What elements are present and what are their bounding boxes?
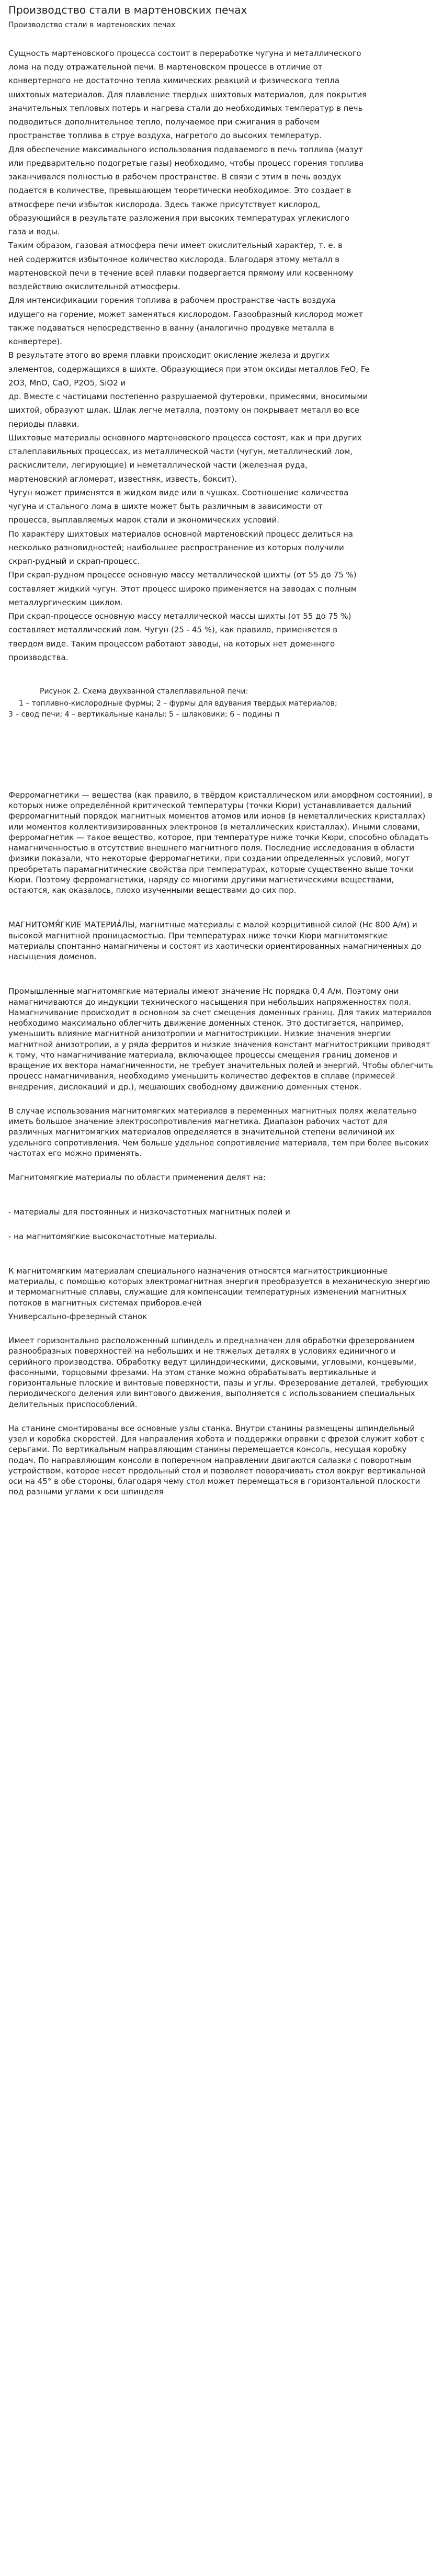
spacer <box>8 1325 435 1335</box>
intro-line: элементов, содержащихся в шихте. Образующиеся при этом оксиды металлов FeO, Fe <box>8 364 370 374</box>
paragraph-milling-desc: Имеет горизонтально расположенный шпиндель и предназначен для обработки фрезерованием разнообразных поверхностей на небольших и не тяжелых деталях в условиях единичного и серийного производства. Обработку ведут цилиндрическими, дисковыми, угловыми, концевыми, фасонными, торцовыми фрезами. На этом станке можно обрабатывать вертикальные и горизонтальные плоские и винтовые поверхности, пазы и углы. Фрезерование деталей, требующих периодического деления или винтового движения, выполняется с использованием специальных делительных приспособлений. <box>8 1336 428 1409</box>
intro-line: периоды плавки. <box>8 419 79 429</box>
figure-placeholder <box>8 666 435 687</box>
intro-line: пространстве топлива в струе воздуха, нагретого до высоких температур. <box>8 131 322 141</box>
intro-line: составляет металлический лом. Чугун (25 - 45 %), как правило, применяется в <box>8 625 338 635</box>
intro-line: Таким образом, газовая атмосфера печи имеет окислительный характер, т. е. в <box>8 241 343 251</box>
list-item-class-1: - материалы для постоянных и низкочастотных магнитных полей и <box>8 1207 290 1217</box>
intro-line: скрап-рудный и скрап-процесс. <box>8 557 140 566</box>
intro-line: шихтовых материалов. Для плавление твердых шихтовых материалов, для покрытия <box>8 89 367 99</box>
spacer <box>8 1221 435 1231</box>
intro-line: ней содержится избыточное количество кислорода. Благодаря этому металл в <box>8 254 340 264</box>
spacer <box>8 1095 435 1106</box>
intro-line: мартеновской печи в течение всей плавки подвергается прямому или косвенному <box>8 268 354 278</box>
intro-line: конвертерного не достаточно тепла химических реакций и физического тепла <box>8 76 340 86</box>
intro-line: При скрап-рудном процессе основную массу металлической шихты (от 55 до 75 %) <box>8 570 357 580</box>
intro-line: атмосфере печи избыток кислорода. Здесь также присутствует кислород, <box>8 199 321 209</box>
intro-line: металлургическим циклом. <box>8 597 123 607</box>
spacer <box>8 1413 435 1423</box>
spacer <box>8 722 435 790</box>
intro-line: газа и воды. <box>8 227 60 237</box>
intro-line: несколько разновидностей; наибольшее распространение из которых получили <box>8 542 344 552</box>
intro-line: Шихтовые материалы основного мартеновского процесса состоят, как и при других <box>8 433 362 442</box>
intro-text <box>8 48 435 663</box>
intro-line: также подаваться непосредственно в ванну (аналогично продувке металла в <box>8 323 334 333</box>
page-title: Производство стали в мартеновских печах <box>8 4 247 16</box>
intro-line: При скрап-процессе основную массу металлической массы шихты (от 55 до 75 %) <box>8 611 351 621</box>
intro-line: Сущность мартеновского процесса состоит в переработке чугуна и металлического <box>8 48 361 58</box>
spacer <box>8 965 435 986</box>
figure-caption-line: 3 – свод печи; 4 – вертикальные каналы; 5 – шлаковики; 6 – подины п <box>8 710 280 719</box>
paragraph-industrial: Промышленные магнитомягкие материалы имеют значение Hc порядка 0,4 А/м. Поэтому они намагничиваются до индукции технического насыщения при небольших напряженностях поля. Намагничивание происходит в основном за счет смещения доменных границ. Для таких материалов необходимо максимально облегчить движение доменных стенок. Это достигается, например, уменьшить влияние магнитной анизотропии и магнитострикции. Низкие значения энергии магнитной анизотропии, а у ряда ферритов и низкие значения констант магнитострикции приводят к тому, что намагничивание материала, включающее процессы смещения границ доменов и вращение их вектора намагниченности, не требует значительных полей и энергий. Чтобы облегчить процесс намагничивания, необходимо уменьшить количество дефектов в сплаве (примесей внедрения, дислокаций и др.), мешающих свободному движению доменных стенок. <box>8 986 433 1092</box>
spacer <box>8 1245 435 1266</box>
figure-caption-line: 1 – топливно-кислородные фурмы; 2 – фурмы для вдувания твердых материалов; <box>19 699 337 708</box>
intro-line: др. Вместе с частицами постепенно разрушаемой футеровки, примесями, вносимыми <box>8 392 368 402</box>
paragraph-classification: Магнитомягкие материалы по области применения делят на: <box>8 1173 266 1183</box>
intro-line: раскислители, легирующие) и неметаллической части (железная руда, <box>8 460 308 470</box>
spacer <box>8 1162 435 1172</box>
spacer <box>8 1186 435 1207</box>
figure-caption-title: Рисунок 2. Схема двухванной сталеплавильной печи: <box>40 687 248 696</box>
intro-line: идущего на горение, может заменяться кислородом. Газообразный кислород может <box>8 309 364 319</box>
intro-line: твердом виде. Таким процессом работают заводы, на которых нет доменного <box>8 639 335 649</box>
spacer <box>8 899 435 920</box>
intro-line: Чугун может применятся в жидком виде или в чушках. Соотношение количества <box>8 487 349 497</box>
section-heading-milling: Универсально-фрезерный станок <box>8 1311 147 1321</box>
paragraph-milling-construction: На станине смонтированы все основные узлы станка. Внутри станины размещены шпиндельный узел и коробка скоростей. Для направления хобота и поддержки оправки с фрезой служит хобот с серьгами. По вертикальным направляющим станины перемещается консоль, несущая коробку подач. По направляющим консоли в поперечном направлении двигаются салазки с поворотным устройством, которое несет продольный стол и позволяет поворачивать стол вокруг вертикальной оси на 45° в обе стороны, благодаря чему стол может перемещаться в горизонтальной плоскости под разными углами к оси шпинделя <box>8 1423 426 1497</box>
intro-line: составляет жидкий чугун. Этот процесс широко применяется на заводах с полным <box>8 584 357 594</box>
intro-line: сталеплавильных процессах, из металлической части (чугун, металлический лом, <box>8 447 353 457</box>
intro-line: подается в количестве, превышающем теоретически необходимое. Это создает в <box>8 186 351 196</box>
intro-line: лома на поду отражательной печи. В мартеновском процессе в отличие от <box>8 62 323 72</box>
intro-line: 2O3, MnO, CaO, P2O5, SiO2 и <box>8 378 126 388</box>
intro-line: По характеру шихтовых материалов основной мартеновский процесс делиться на <box>8 529 354 539</box>
paragraph-special: К магнитомягким материалам специального назначения относятся магнитострикционные материалы, с помощью которых электромагнитная энергия преобразуется в механическую энергию и термомагнитные сплавы, служащие для компенсации температурных изменений магнитных потоков в магнитных системах приборов.ечей <box>8 1266 430 1308</box>
intro-line: образующийся в результате разложения при высоких температурах углекислого <box>8 213 349 223</box>
intro-line: воздействию окислительной атмосферы. <box>8 282 180 292</box>
intro-line: значительных тепловых потерь и нагрева стали до необходимых температур в печь <box>8 103 363 113</box>
page-subtitle: Производство стали в мартеновских печах <box>8 21 176 29</box>
intro-line: процесса, выплавляемых марок стали и экономических условий. <box>8 515 280 525</box>
intro-line: чугуна и стального лома в шихте может быть различным в зависимости от <box>8 502 323 512</box>
intro-line: В результате этого во время плавки происходит окисление железа и других <box>8 350 330 360</box>
paragraph-variable-fields: В случае использования магнитомягких материалов в переменных магнитных полях желательно иметь большое значение электросопротивления магнетика. Диапазон рабочих частот для различных магнитомягких материалов определяется в значительной степени величиной их удельного сопротивления. Чем больше удельное сопротивление материала, тем при более высоких частотах его можно применять. <box>8 1106 429 1158</box>
intro-line: мартеновский агломерат, известняк, известь, боксит). <box>8 474 237 484</box>
list-item-class-2: - на магнитомягкие высокочастотные материалы. <box>8 1231 217 1241</box>
paragraph-ferromagnetics: Ферромагнетики — вещества (как правило, в твёрдом кристаллическом или аморфном состоянии), в которых ниже определённой критической температуры (точки Кюри) устанавливается дальний ферромагнитный порядок магнитных моментов атомов или ионов (в неметаллических кристаллах) или моментов коллективизированных электронов (в металлических кристаллах). Иными словами, ферромагнетик — такое вещество, которое, при температуре ниже точки Кюри, способно обладать намагниченностью в отсутствие внешнего магнитного поля. Последние исследования в области физики показали, что некоторые ферромагнетики, при создании определенных условий, могут преобретать парамагнитические свойства при температурах, которые существенно выше точки Кюри. Поэтому ферромагнетики, наряду со многими другими магнетическими веществами, остаются, как оказалось, плохо изученными веществами до сих пор. <box>8 790 433 895</box>
intro-line: или предварительно подогретые газы) необходимо, чтобы процесс горения топлива <box>8 158 364 168</box>
intro-line: Для обеспечение максимального использования подаваемого в печь топлива (мазут <box>8 144 363 154</box>
intro-line: шихтой, образуют шлак. Шлак легче металла, поэтому он покрывает металл во все <box>8 405 359 415</box>
intro-line: подводиться дополнительное тепло, получаемое при сжигания в рабочем <box>8 117 320 127</box>
paragraph-soft-magnetic: МАГНИТОМЯ́ГКИЕ МАТЕРИА́ЛЫ, магнитные материалы с малой коэрцитивной силой (Hc 800 А/м) и высокой магнитной проницаемостью. При температурах ниже точки Кюри магнитомягкие материалы спонтанно намагничены и состоят из хаотически ориентированных намагниченных до насыщения доменов. <box>8 920 422 962</box>
intro-line: Для интенсификации горения топлива в рабочем пространстве часть воздуха <box>8 296 336 305</box>
intro-line: заканчивался полностью в рабочем пространстве. В связи с этим в печь воздух <box>8 172 342 182</box>
intro-line: конвертере). <box>8 337 62 347</box>
intro-line: производства. <box>8 652 69 662</box>
